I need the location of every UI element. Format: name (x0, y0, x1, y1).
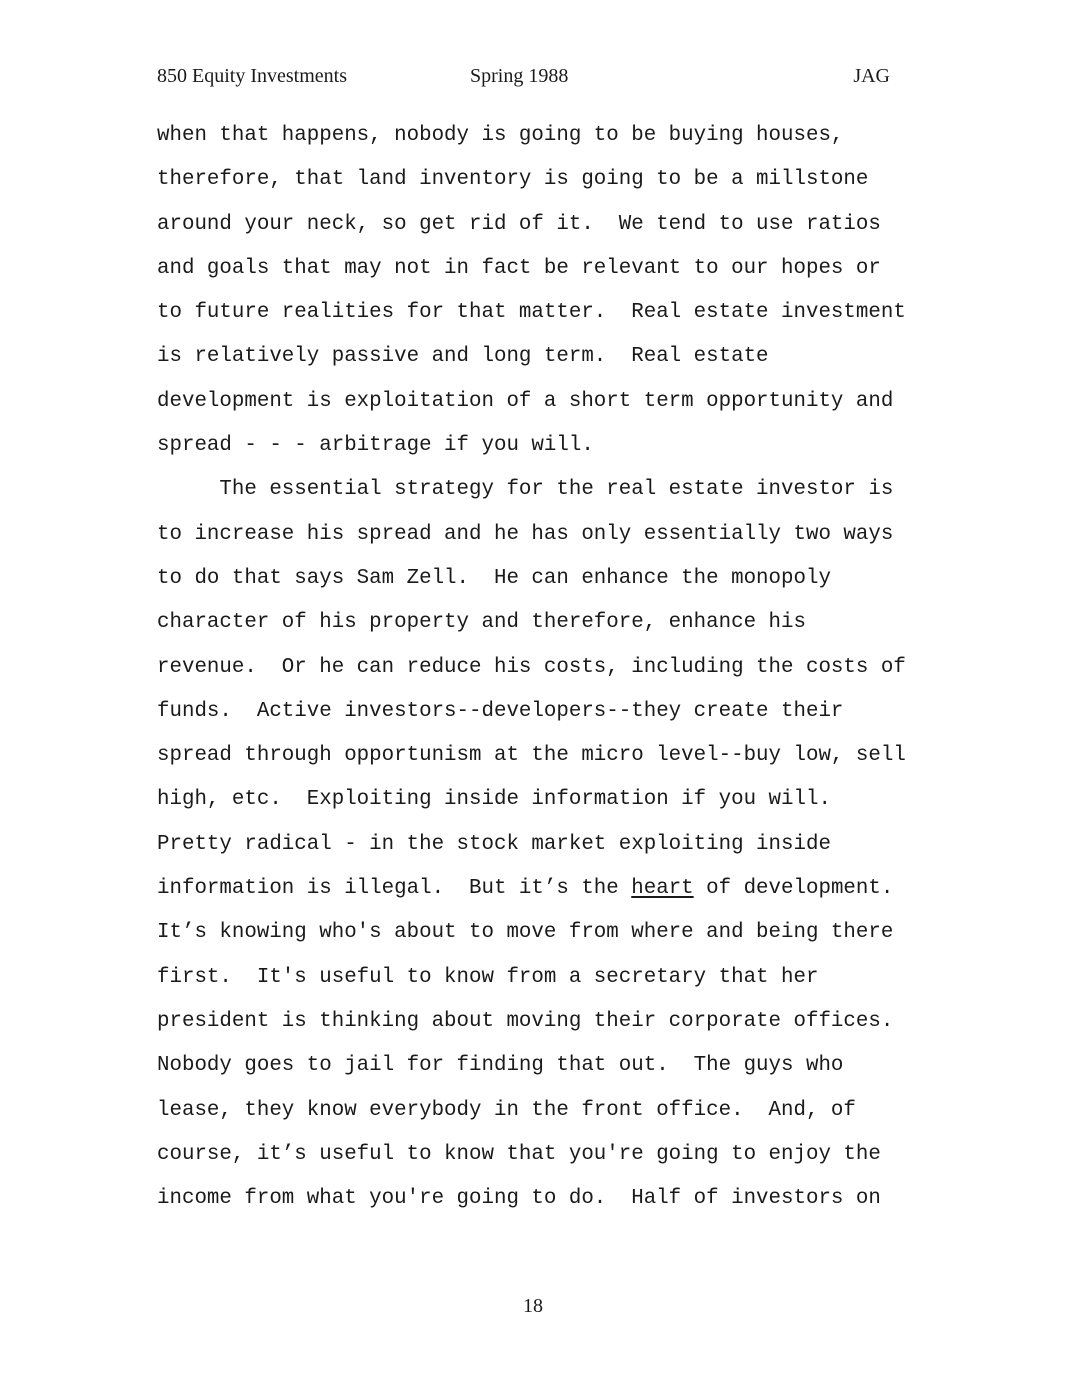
text-line: character of his property and therefore, enhance his (157, 611, 806, 635)
text-line: income from what you're going to do. Half of investors on (157, 1187, 881, 1211)
page-number: 18 (523, 1295, 543, 1317)
text-line: The essential strategy for the real estate investor is (157, 478, 894, 502)
text-line: high, etc. Exploiting inside information if you will. (157, 788, 831, 812)
text-line: and goals that may not in fact be relevant to our hopes or (157, 256, 881, 280)
text-line: It’s knowing who's about to move from where and being there (157, 921, 894, 945)
header-initials: JAG (853, 65, 890, 87)
text-segment: of development. (693, 877, 894, 901)
text-line: therefore, that land inventory is going to be a millstone (157, 168, 869, 192)
page-header (157, 62, 890, 90)
text-line: to increase his spread and he has only essentially two ways (157, 522, 894, 546)
text-line: course, it’s useful to know that you're going to enjoy the (157, 1142, 881, 1166)
text-line: funds. Active investors--developers--they create their (157, 699, 844, 723)
body-text (157, 114, 917, 1221)
text-line: around your neck, so get rid of it. We tend to use ratios (157, 212, 881, 236)
header-term: Spring 1988 (470, 65, 569, 87)
underlined-word: heart (631, 877, 694, 901)
text-line: to future realities for that matter. Real estate investment (157, 301, 906, 325)
text-line: Nobody goes to jail for finding that out. The guys who (157, 1054, 844, 1078)
text-line: revenue. Or he can reduce his costs, including the costs of (157, 655, 906, 679)
text-line: spread through opportunism at the micro level--buy low, sell (157, 744, 906, 768)
text-line-with-underline (157, 867, 917, 911)
text-line: to do that says Sam Zell. He can enhance the monopoly (157, 566, 831, 590)
page-footer (0, 1292, 1066, 1320)
text-line: president is thinking about moving their corporate offices. (157, 1009, 894, 1033)
text-segment: information is illegal. But it’s the (157, 877, 632, 901)
text-line: spread - - - arbitrage if you will. (157, 434, 594, 458)
header-course: 850 Equity Investments (157, 65, 347, 87)
text-line: is relatively passive and long term. Real estate (157, 345, 769, 369)
text-line: when that happens, nobody is going to be buying houses, (157, 124, 844, 147)
text-line: first. It's useful to know from a secretary that her (157, 965, 819, 989)
text-line: development is exploitation of a short term opportunity and (157, 389, 894, 413)
text-line: lease, they know everybody in the front office. And, of (157, 1098, 856, 1122)
text-line: Pretty radical - in the stock market exploiting inside (157, 832, 831, 856)
